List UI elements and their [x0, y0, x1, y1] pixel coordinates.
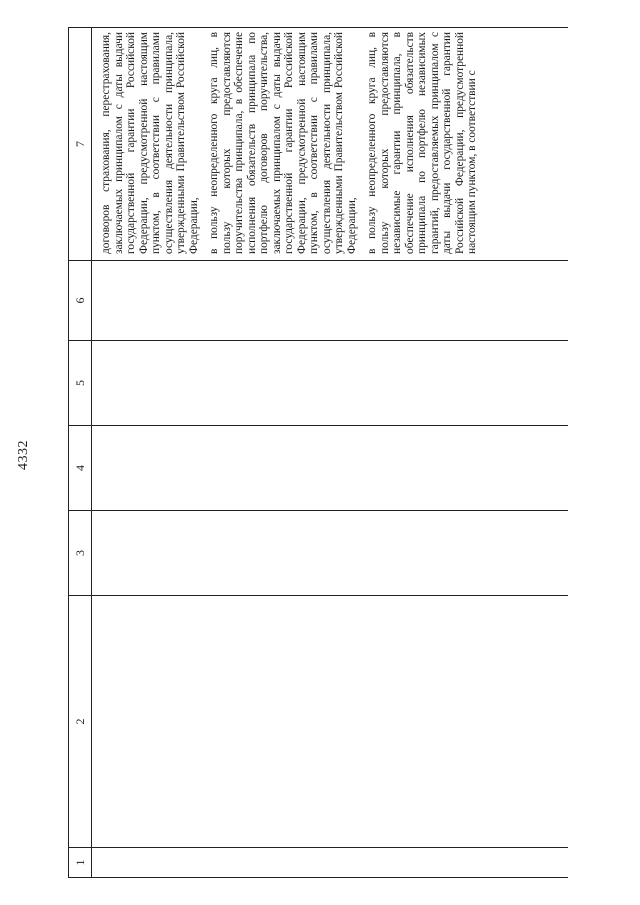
column-header-2: 2 — [69, 596, 92, 848]
column-header-6: 6 — [69, 261, 92, 341]
table-cell-7 — [92, 28, 569, 261]
table-cell-1 — [92, 848, 569, 878]
column-header-1: 1 — [69, 848, 92, 878]
paragraph-independent-guarantees: в пользу неопределенного круга лиц, в пользу которых предоставляются независимые гарантии принципала, в обеспечение исполнения обязательств принципала по портфелю независимых гарантий, предоставляемых принципалом с даты выдачи государственной гарантии Российской Федерации, предусмотренной настоящим пунктом, в соответствии с — [366, 32, 478, 254]
table-cell-3 — [92, 511, 569, 596]
document-table — [68, 27, 568, 878]
table-header-row — [69, 28, 92, 878]
table-cell-4 — [92, 426, 569, 511]
table-cell-2 — [92, 596, 569, 848]
column-header-3: 3 — [69, 511, 92, 596]
table-row — [92, 28, 569, 878]
table-cell-6 — [92, 261, 569, 341]
column-header-5: 5 — [69, 341, 92, 426]
column-header-7: 7 — [69, 28, 92, 261]
rotated-table-container — [68, 28, 568, 878]
paragraph-insurance-contracts: договоров страхования, перестрахования, заключаемых принципалом с даты выдачи государственной гарантии Российской Федерации, предусмотренной настоящим пунктом, в соответствии с правилами осуществления деятельности принципала, утвержденными Правительством Российской Федерации, — [100, 32, 200, 254]
table-cell-5 — [92, 341, 569, 426]
page-number: 4332 — [16, 440, 31, 470]
paragraph-suretyships: в пользу неопределенного круга лиц, в пользу которых предоставляются поручительства принципала, в обеспечение исполнения обязательств принципала по портфелю договоров поручительства, заключаемых принципалом с даты выдачи государственной гарантии Российской Федерации, предусмотренной настоящим пунктом, в соответствии с правилами осуществления деятельности принципала, утвержденными Правительством Российской Федерации, — [208, 32, 358, 254]
column-header-4: 4 — [69, 426, 92, 511]
column7-text — [92, 28, 479, 260]
